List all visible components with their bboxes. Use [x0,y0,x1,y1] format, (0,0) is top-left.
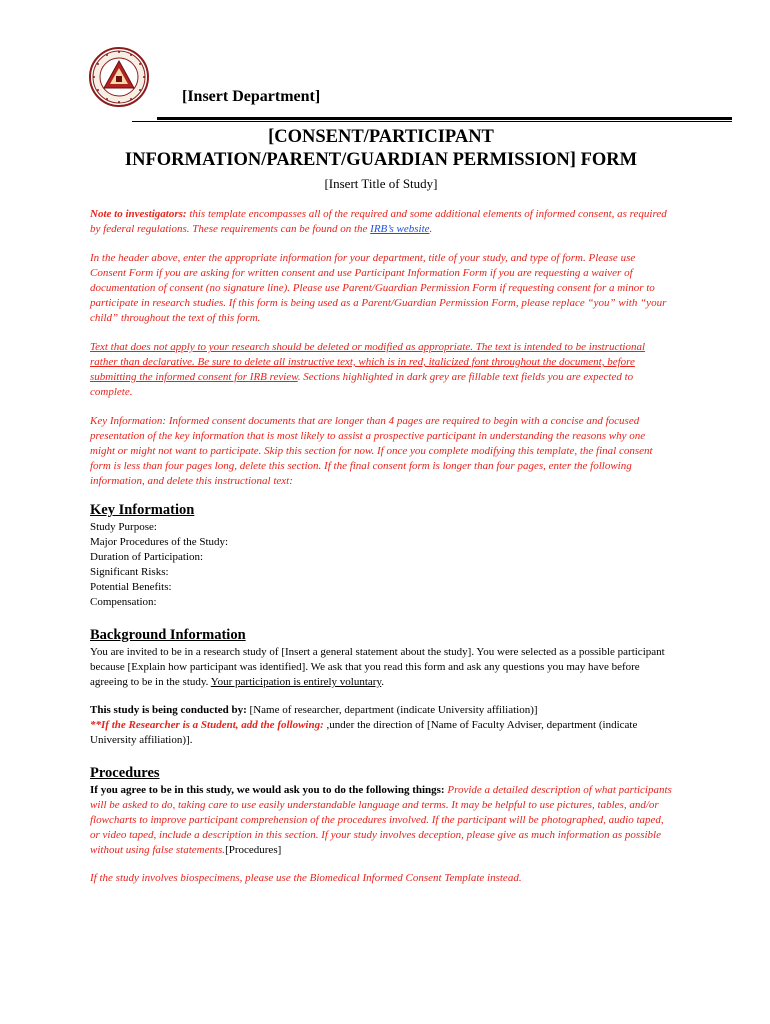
conducted-by-paragraph [90,703,672,748]
department-header: [Insert Department] [182,88,321,105]
background-paragraph [90,645,672,690]
background-text: You are invited to be in a research study of [Insert a general statement about the study]. You were selected as a possible participant because [Explain how participant was identified]. We ask that you read this form and ask any questions you may have before agreeing to be in the study. [90,646,665,688]
header-instructions: In the header above, enter the appropriate information for your department, title of your study, and type of form. Please use Consent Form if you are asking for written consent and use Participant Information Form if you are requesting a waiver of documentation of consent (no signature line). Please use Parent/Guardian Permission Form if requesting consent for a minor to participate in research studies. If this form is being used as a Parent/Guardian Permission Form, please replace “you” with “your child” throughout the text of this form. [90,252,667,324]
procedures-lead: If you agree to be in this study, we would ask you to do the following things: [90,784,445,796]
document-body [90,126,672,886]
student-note: **If the Researcher is a Student, add the following: [90,719,324,731]
form-title-line-2: INFORMATION/PARENT/GUARDIAN PERMISSION] FORM [124,150,638,170]
voluntary-statement: Your participation is entirely voluntary [210,676,382,688]
delete-instructions [90,340,672,400]
irb-website-link[interactable]: IRB’s website [370,223,430,235]
university-seal-icon [89,47,149,107]
key-information-list [90,520,672,610]
note-lead: Note to investigators: [90,208,187,220]
header-rule-thin [132,121,732,122]
list-item: Major Procedures of the Study: [90,536,229,548]
procedures-instructions: Provide a detailed description of what participants will be asked to do, taking care to use easily understandable language and terms. It may be helpful to use pictures, tables, and/or flowcharts to improve participant comprehension of the procedures involved. If the participant will be photographed, audio taped, or video taped, include a description in this section. If your study involves deception, please give as much information as possible without using false statements. [90,784,672,856]
header-rule-thick [157,117,732,120]
study-title-placeholder: [Insert Title of Study] [324,176,438,191]
procedures-placeholder: [Procedures] [225,844,282,856]
researcher-placeholder: [Name of researcher, department (indicate University affiliation)] [246,704,538,716]
procedures-heading: Procedures [90,765,160,781]
note-to-investigators [90,207,672,237]
biospecimen-note: If the study involves biospecimens, please use the Biomedical Informed Consent Template instead. [90,872,522,884]
note-text: this template encompasses all of the required and some additional elements of informed consent, as required by federal regulations. These requirements can be found on the [90,208,667,235]
procedures-paragraph [90,783,672,858]
list-item: Potential Benefits: [90,581,172,593]
delete-instructions-rest: . Sections highlighted in dark grey are fillable text fields you are expected to complete. [90,371,634,398]
background-end: . [381,676,384,688]
form-title [90,126,672,172]
form-title-line-1: [CONSENT/PARTICIPANT [268,127,494,147]
conducted-by-label: This study is being conducted by: [90,704,247,716]
list-item: Study Purpose: [90,521,157,533]
key-information-instructions: Key Information: Informed consent documents that are longer than 4 pages are required to begin with a concise and focused presentation of the key information that is most likely to assist a prospective participant in understanding the reasons why one might or might not want to participate. Skip this section for now. If once you complete modifying this template, the final consent form is less than four pages long, delete this section. If the final consent form is longer than four pages, enter the following information, and delete this instructional text: [90,415,653,487]
note-end: . [429,223,433,235]
background-information-heading: Background Information [90,627,246,643]
key-information-heading: Key Information [90,502,195,518]
delete-instructions-underlined: Text that does not apply to your research should be deleted or modified as appropriate. The text is intended to be instructional rather than declarative. Be sure to delete all instructive text, which is in red, italicized font throughout the document, before submitting the informed consent for IRB review [90,341,646,383]
list-item: Duration of Participation: [90,551,204,563]
list-item: Significant Risks: [90,566,169,578]
list-item: Compensation: [90,596,157,608]
faculty-adviser-placeholder: ,under the direction of [Name of Faculty Adviser, department (indicate University affiliation)]. [90,719,638,746]
